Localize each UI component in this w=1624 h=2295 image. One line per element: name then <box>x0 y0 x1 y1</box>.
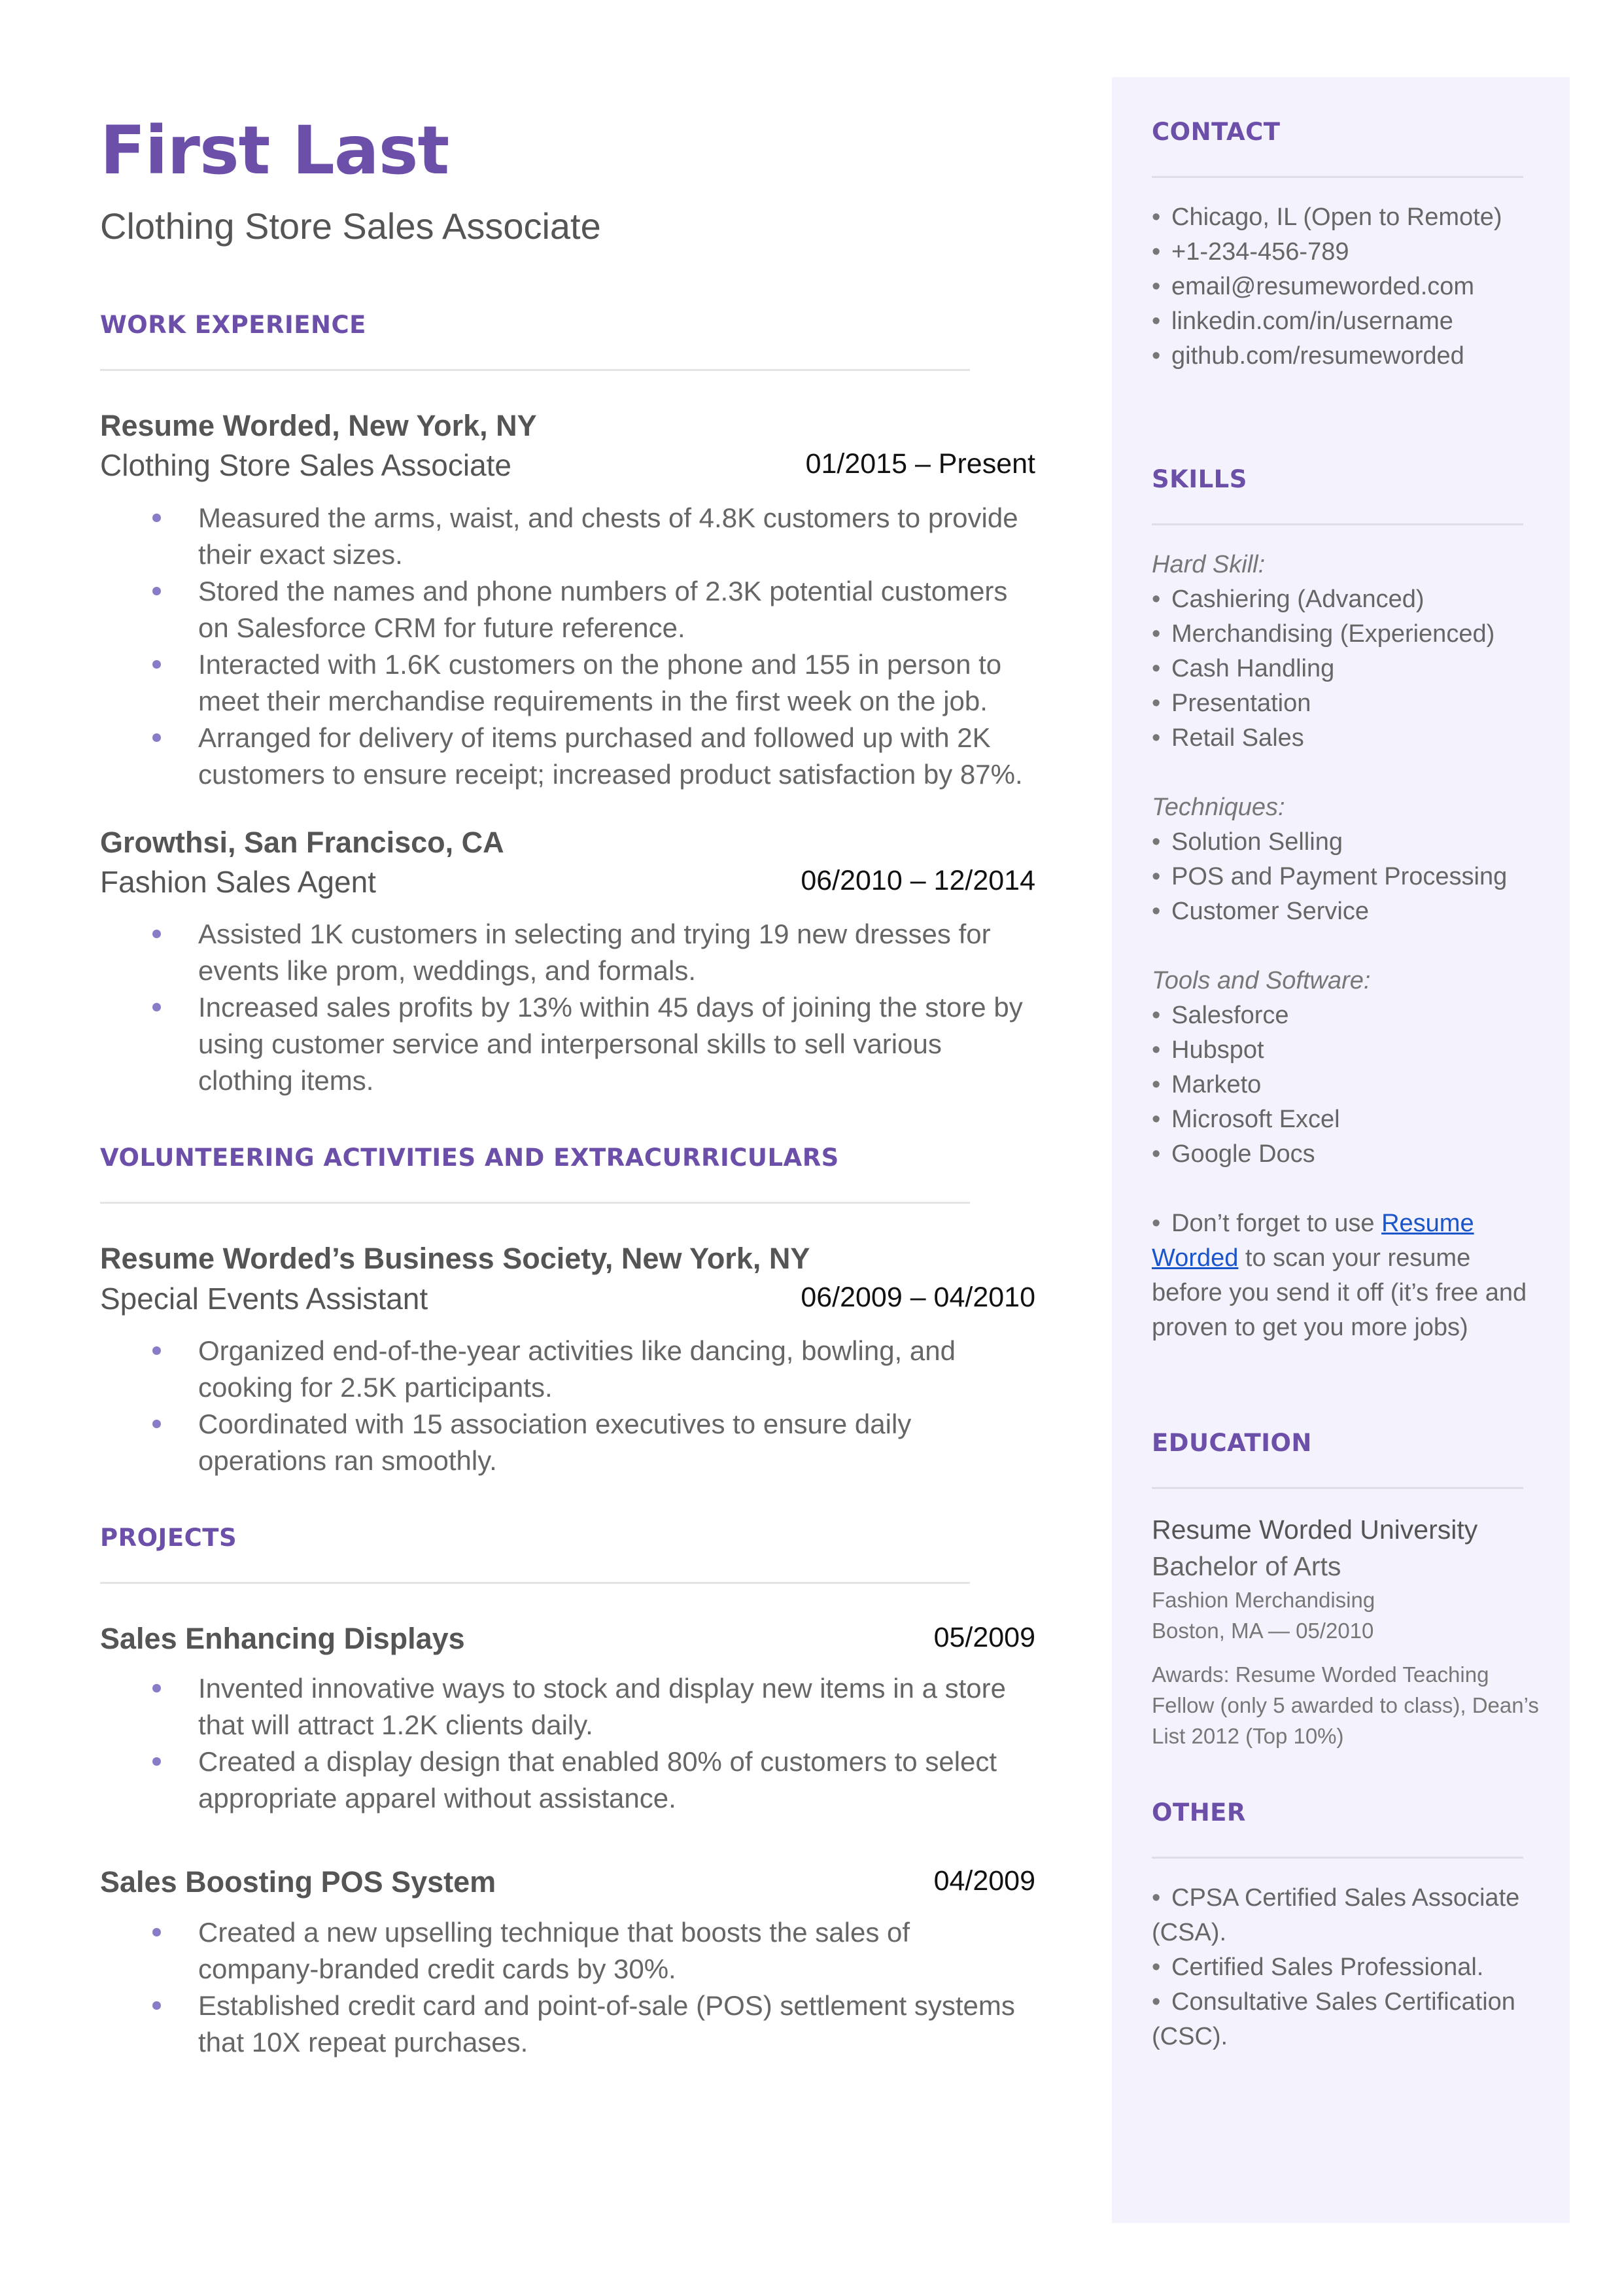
contact-email[interactable]: • email@resumeworded.com <box>1152 270 1544 304</box>
section-title-education: EDUCATION <box>1152 1429 1312 1457</box>
project-name: Sales Enhancing Displays <box>100 1622 465 1656</box>
section-title-contact: CONTACT <box>1152 118 1281 146</box>
bullet-icon: • <box>1152 203 1161 231</box>
section-divider <box>100 1202 970 1204</box>
bullet-item: Created a display design that enabled 80% of customers to select appropriate apparel without assistance. <box>100 1743 1035 1817</box>
skill-item: • POS and Payment Processing <box>1152 860 1544 894</box>
job-role-row <box>100 444 1035 486</box>
section-divider <box>100 1582 970 1584</box>
bullet-item: Created a new upselling technique that boosts the sales of company-branded credit cards by 30%. <box>100 1914 1035 1988</box>
bullet-dot-icon <box>152 514 161 522</box>
project-bullets <box>100 1914 1035 2061</box>
bullet-dot-icon <box>152 733 161 742</box>
job-org: Resume Worded, New York, NY <box>100 409 537 443</box>
tools-list <box>1152 998 1544 1172</box>
bullet-icon: • <box>1152 238 1161 266</box>
education-major: Fashion Merchandising <box>1152 1588 1375 1612</box>
bullet-item: Stored the names and phone numbers of 2.3K potential customers on Salesforce CRM for future reference. <box>100 573 1035 646</box>
bullet-dot-icon <box>152 587 161 595</box>
project-bullets <box>100 1670 1035 1817</box>
bullet-icon: • <box>1152 620 1161 648</box>
bullet-dot-icon <box>152 2001 161 2010</box>
skill-item: • Customer Service <box>1152 894 1544 929</box>
bullet-dot-icon <box>152 1420 161 1428</box>
skill-item: • Retail Sales <box>1152 721 1544 756</box>
bullet-item: Coordinated with 15 association executives to ensure daily operations ran smoothly. <box>100 1406 1035 1479</box>
resume-tip: • Don’t forget to use Resume Worded to scan your resume before you send it off (it’s free and proven to get you more jobs) <box>1152 1206 1544 1345</box>
job-bullets <box>100 500 1035 793</box>
candidate-name: First Last <box>100 112 449 190</box>
volunteer-entry <box>100 1240 1035 1479</box>
bullet-dot-icon <box>152 1928 161 1936</box>
skill-item: • Marketo <box>1152 1068 1544 1102</box>
job-dates: 01/2015 – Present <box>805 448 1035 480</box>
skills-category-label: Tools and Software: <box>1152 967 1371 994</box>
contact-list <box>1152 200 1544 374</box>
bullet-icon: • <box>1152 1140 1161 1168</box>
contact-phone: • +1-234-456-789 <box>1152 235 1544 270</box>
bullet-icon: • <box>1152 1210 1161 1237</box>
bullet-dot-icon <box>152 1684 161 1692</box>
job-entry <box>100 824 1035 1100</box>
bullet-dot-icon <box>152 1003 161 1011</box>
hard-skills-list <box>1152 582 1544 756</box>
certification-item: • Consultative Sales Certification (CSC). <box>1152 1985 1544 2054</box>
job-entry <box>100 408 1035 793</box>
bullet-item: Arranged for delivery of items purchased and followed up with 2K customers to ensure receipt; increased product satisfaction by 87%. <box>100 720 1035 793</box>
bullet-item: Organized end-of-the-year activities like dancing, bowling, and cooking for 2.5K participants. <box>100 1333 1035 1406</box>
education-school: Resume Worded University <box>1152 1515 1478 1545</box>
bullet-dot-icon <box>152 1757 161 1766</box>
bullet-dot-icon <box>152 1346 161 1355</box>
bullet-icon: • <box>1152 724 1161 752</box>
bullet-item: Assisted 1K customers in selecting and trying 19 new dresses for events like prom, weddings, and formals. <box>100 916 1035 989</box>
project-entry <box>100 1864 1035 2060</box>
education-location-date: Boston, MA — 05/2010 <box>1152 1619 1374 1643</box>
job-bullets <box>100 916 1035 1099</box>
bullet-icon: • <box>1152 586 1161 613</box>
education-degree: Bachelor of Arts <box>1152 1551 1341 1581</box>
bullet-icon: • <box>1152 863 1161 890</box>
certification-item: • Certified Sales Professional. <box>1152 1950 1544 1985</box>
skill-item: • Google Docs <box>1152 1137 1544 1172</box>
bullet-item: Established credit card and point-of-sale (POS) settlement systems that 10X repeat purchases. <box>100 1988 1035 2061</box>
section-title-volunteering: VOLUNTEERING ACTIVITIES AND EXTRACURRICULARS <box>100 1144 839 1172</box>
job-role: Clothing Store Sales Associate <box>100 448 512 483</box>
section-divider <box>1152 523 1523 525</box>
job-org: Growthsi, San Francisco, CA <box>100 825 504 859</box>
job-dates: 06/2010 – 12/2014 <box>801 865 1035 897</box>
section-title-skills: SKILLS <box>1152 465 1247 493</box>
bullet-item: Interacted with 1.6K customers on the phone and 155 in person to meet their merchandise requirements in the first week on the job. <box>100 646 1035 720</box>
contact-linkedin[interactable]: • linkedin.com/in/username <box>1152 304 1544 339</box>
sidebar <box>1112 77 1570 2223</box>
job-role: Fashion Sales Agent <box>100 865 376 900</box>
contact-github[interactable]: • github.com/resumeworded <box>1152 339 1544 374</box>
project-header <box>100 1864 1035 1901</box>
bullet-item: Invented innovative ways to stock and display new items in a store that will attract 1.2K clients daily. <box>100 1670 1035 1743</box>
bullet-icon: • <box>1152 1002 1161 1029</box>
bullet-item: Measured the arms, waist, and chests of 4.8K customers to provide their exact sizes. <box>100 500 1035 573</box>
bullet-dot-icon <box>152 660 161 669</box>
bullet-icon: • <box>1152 1106 1161 1133</box>
bullet-icon: • <box>1152 307 1161 335</box>
education-awards: Awards: Resume Worded Teaching Fellow (only 5 awarded to class), Dean’s List 2012 (Top 10%) <box>1152 1662 1539 1748</box>
skill-item: • Presentation <box>1152 686 1544 721</box>
job-role-row <box>100 861 1035 903</box>
volunteer-dates: 06/2009 – 04/2010 <box>801 1281 1035 1313</box>
bullet-dot-icon <box>152 930 161 938</box>
skill-item: • Merchandising (Experienced) <box>1152 617 1544 652</box>
skills-category-label: Techniques: <box>1152 794 1285 821</box>
skill-item: • Microsoft Excel <box>1152 1102 1544 1137</box>
resume-worded-link[interactable]: Resume Worded <box>1152 1210 1474 1272</box>
skill-item: • Cash Handling <box>1152 652 1544 686</box>
skill-item: • Salesforce <box>1152 998 1544 1033</box>
skill-item: • Hubspot <box>1152 1033 1544 1068</box>
bullet-icon: • <box>1152 273 1161 300</box>
project-date: 04/2009 <box>933 1865 1035 1897</box>
bullet-icon: • <box>1152 342 1161 370</box>
section-title-work-experience: WORK EXPERIENCE <box>100 311 366 340</box>
bullet-icon: • <box>1152 828 1161 856</box>
volunteer-role: Special Events Assistant <box>100 1281 428 1316</box>
skill-item: • Solution Selling <box>1152 825 1544 860</box>
main-column <box>100 112 1035 2061</box>
bullet-icon: • <box>1152 1071 1161 1098</box>
bullet-icon: • <box>1152 898 1161 925</box>
skills-category-label: Hard Skill: <box>1152 551 1266 578</box>
section-title-projects: PROJECTS <box>100 1524 237 1552</box>
project-name: Sales Boosting POS System <box>100 1865 496 1899</box>
contact-location: • Chicago, IL (Open to Remote) <box>1152 200 1544 235</box>
section-divider <box>1152 1857 1523 1859</box>
other-list <box>1152 1881 1544 2054</box>
section-divider <box>100 369 970 371</box>
section-divider <box>1152 1487 1523 1489</box>
bullet-icon: • <box>1152 1884 1161 1912</box>
bullet-icon: • <box>1152 1036 1161 1064</box>
volunteer-bullets <box>100 1333 1035 1479</box>
project-date: 05/2009 <box>933 1622 1035 1654</box>
volunteer-org: Resume Worded’s Business Society, New York, NY <box>100 1242 810 1276</box>
skill-item: • Cashiering (Advanced) <box>1152 582 1544 617</box>
volunteer-role-row <box>100 1278 1035 1320</box>
bullet-icon: • <box>1152 690 1161 717</box>
project-header <box>100 1621 1035 1657</box>
project-entry <box>100 1621 1035 1817</box>
bullet-icon: • <box>1152 1953 1161 1981</box>
bullet-icon: • <box>1152 655 1161 682</box>
sidebar-content <box>1152 118 1544 2054</box>
bullet-item: Increased sales profits by 13% within 45 days of joining the store by using customer service and interpersonal skills to sell various clothing items. <box>100 989 1035 1099</box>
section-title-other: OTHER <box>1152 1798 1246 1827</box>
techniques-list <box>1152 825 1544 929</box>
bullet-icon: • <box>1152 1988 1161 2016</box>
candidate-title: Clothing Store Sales Associate <box>100 205 601 247</box>
section-divider <box>1152 176 1523 178</box>
certification-item: • CPSA Certified Sales Associate (CSA). <box>1152 1881 1544 1950</box>
